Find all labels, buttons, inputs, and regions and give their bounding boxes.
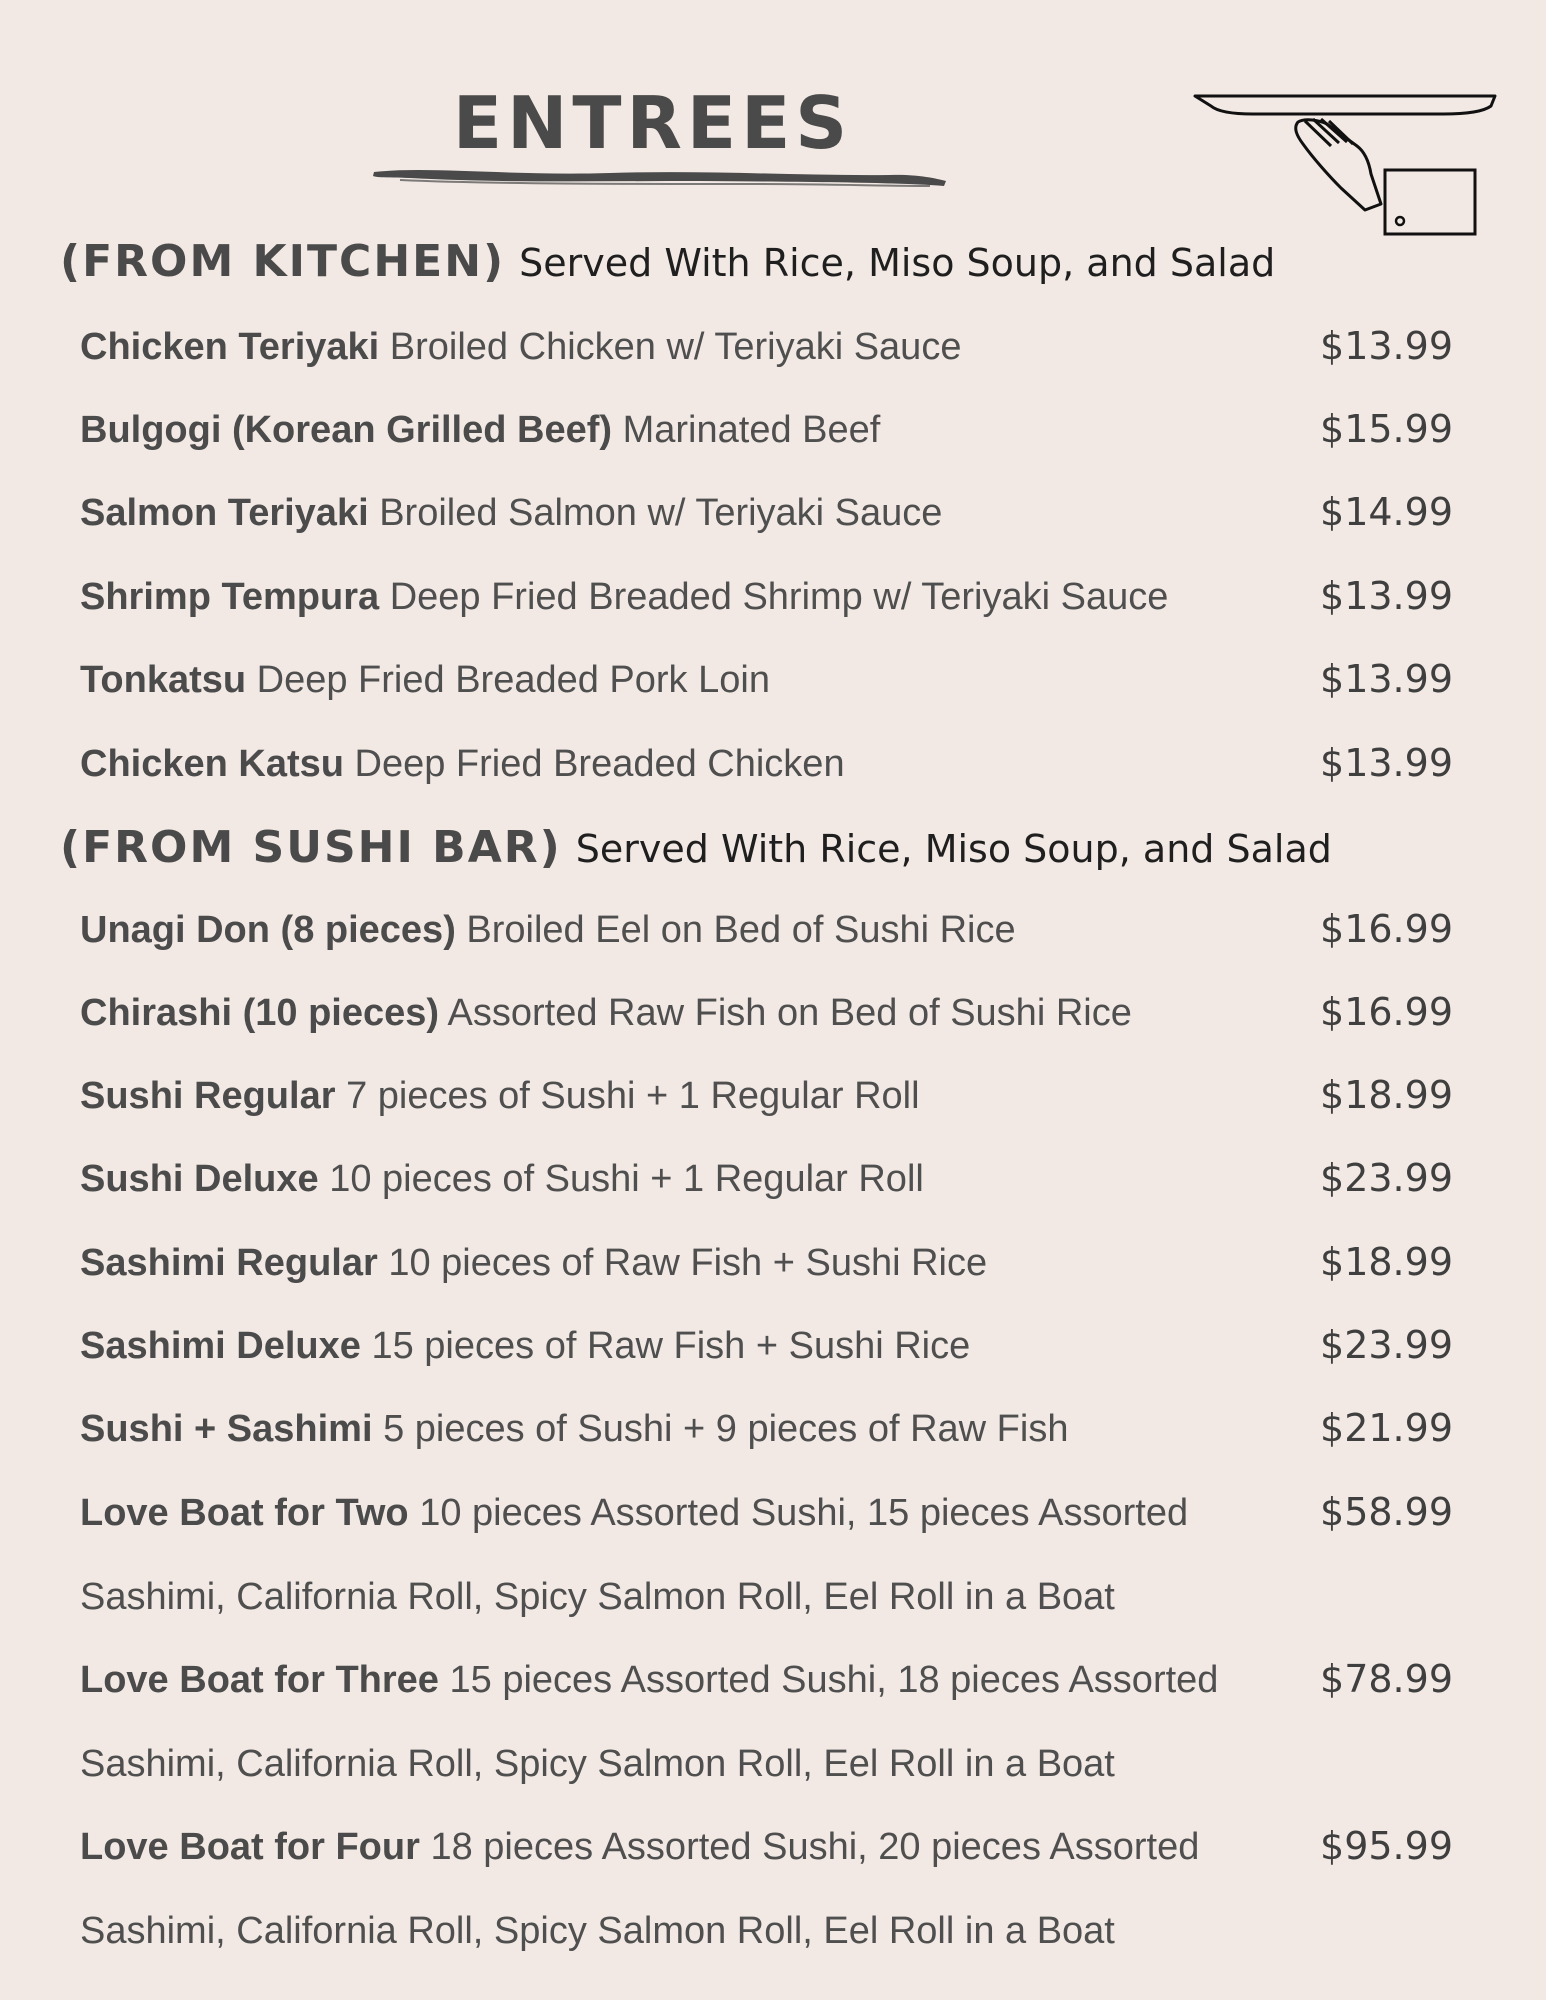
item-price: $13.99 — [1320, 324, 1453, 368]
item-name: Unagi Don (8 pieces) — [80, 909, 456, 951]
item-description: 15 pieces Assorted Sushi, 18 pieces Assorted — [449, 1659, 1219, 1701]
item-description: 5 pieces of Sushi + 9 pieces of Raw Fish — [383, 1408, 1069, 1450]
menu-item — [80, 1638, 1470, 1806]
item-description: Marinated Beef — [622, 409, 881, 451]
menu-item — [80, 1471, 1470, 1639]
title-underline-brushstroke — [370, 162, 950, 192]
item-name: Sashimi Deluxe — [80, 1325, 361, 1367]
item-name: Chicken Katsu — [80, 743, 344, 785]
item-price: $13.99 — [1320, 574, 1453, 618]
item-price: $15.99 — [1320, 407, 1453, 451]
item-price: $95.99 — [1320, 1824, 1453, 1868]
menu-item — [80, 971, 1470, 1056]
item-name: Salmon Teriyaki — [80, 492, 369, 534]
item-name: Shrimp Tempura — [80, 576, 380, 618]
item-description-continued: Sashimi, California Roll, Spicy Salmon Roll, Eel Roll in a Boat — [80, 1742, 1115, 1785]
item-price: $16.99 — [1320, 907, 1453, 951]
item-description: Broiled Chicken w/ Teriyaki Sauce — [389, 326, 962, 368]
item-price: $23.99 — [1320, 1323, 1453, 1367]
item-description: Deep Fried Breaded Pork Loin — [256, 659, 770, 701]
menu-item — [80, 1304, 1470, 1389]
item-description: 18 pieces Assorted Sushi, 20 pieces Assorted — [430, 1826, 1200, 1868]
item-name: Love Boat for Four — [80, 1826, 420, 1868]
waiter-tray-icon — [1193, 88, 1505, 244]
item-name: Sushi + Sashimi — [80, 1408, 373, 1450]
menu-item — [80, 1805, 1470, 1973]
menu-item — [80, 471, 1470, 556]
item-name: Chicken Teriyaki — [80, 326, 380, 368]
item-price: $21.99 — [1320, 1406, 1453, 1450]
item-description-continued: Sashimi, California Roll, Spicy Salmon Roll, Eel Roll in a Boat — [80, 1575, 1115, 1618]
item-price: $16.99 — [1320, 990, 1453, 1034]
menu-item — [80, 888, 1470, 973]
item-price: $78.99 — [1320, 1657, 1453, 1701]
item-price: $14.99 — [1320, 490, 1453, 534]
menu-item — [80, 1221, 1470, 1306]
item-price: $23.99 — [1320, 1156, 1453, 1200]
item-price: $18.99 — [1320, 1240, 1453, 1284]
item-name: Love Boat for Three — [80, 1659, 439, 1701]
menu-item — [80, 555, 1470, 640]
item-name: Sushi Regular — [80, 1075, 336, 1117]
menu-item — [80, 1387, 1470, 1472]
menu-item — [80, 1137, 1470, 1222]
item-description: Broiled Eel on Bed of Sushi Rice — [466, 909, 1016, 951]
item-description: Assorted Raw Fish on Bed of Sushi Rice — [447, 992, 1132, 1034]
item-description: 10 pieces Assorted Sushi, 15 pieces Assorted — [419, 1492, 1189, 1534]
item-name: Love Boat for Two — [80, 1492, 409, 1534]
section-tag: (FROM SUSHI BAR) — [60, 822, 562, 873]
item-price: $13.99 — [1320, 657, 1453, 701]
section-header-kitchen — [60, 232, 1275, 292]
item-name: Tonkatsu — [80, 659, 247, 701]
section-tag: (FROM KITCHEN) — [60, 236, 506, 287]
item-description: Deep Fried Breaded Chicken — [354, 743, 845, 785]
item-name: Sushi Deluxe — [80, 1158, 319, 1200]
page-title: ENTREES — [452, 81, 853, 165]
item-name: Sashimi Regular — [80, 1242, 378, 1284]
item-price: $18.99 — [1320, 1073, 1453, 1117]
item-description: Deep Fried Breaded Shrimp w/ Teriyaki Sauce — [389, 576, 1169, 618]
item-description: 10 pieces of Sushi + 1 Regular Roll — [329, 1158, 924, 1200]
section-note: Served With Rice, Miso Soup, and Salad — [575, 827, 1332, 871]
menu-item — [80, 638, 1470, 723]
item-description: 7 pieces of Sushi + 1 Regular Roll — [346, 1075, 920, 1117]
item-description: Broiled Salmon w/ Teriyaki Sauce — [379, 492, 943, 534]
item-name: Bulgogi (Korean Grilled Beef) — [80, 409, 613, 451]
item-price: $13.99 — [1320, 741, 1453, 785]
item-description-continued: Sashimi, California Roll, Spicy Salmon Roll, Eel Roll in a Boat — [80, 1909, 1115, 1952]
item-description: 15 pieces of Raw Fish + Sushi Rice — [371, 1325, 971, 1367]
section-header-sushi-bar — [60, 818, 1332, 878]
menu-item — [80, 722, 1470, 807]
menu-item — [80, 305, 1470, 390]
item-price: $58.99 — [1320, 1490, 1453, 1534]
item-name: Chirashi (10 pieces) — [80, 992, 440, 1034]
section-note: Served With Rice, Miso Soup, and Salad — [519, 241, 1276, 285]
item-description: 10 pieces of Raw Fish + Sushi Rice — [388, 1242, 988, 1284]
menu-item — [80, 388, 1470, 473]
menu-item — [80, 1054, 1470, 1139]
